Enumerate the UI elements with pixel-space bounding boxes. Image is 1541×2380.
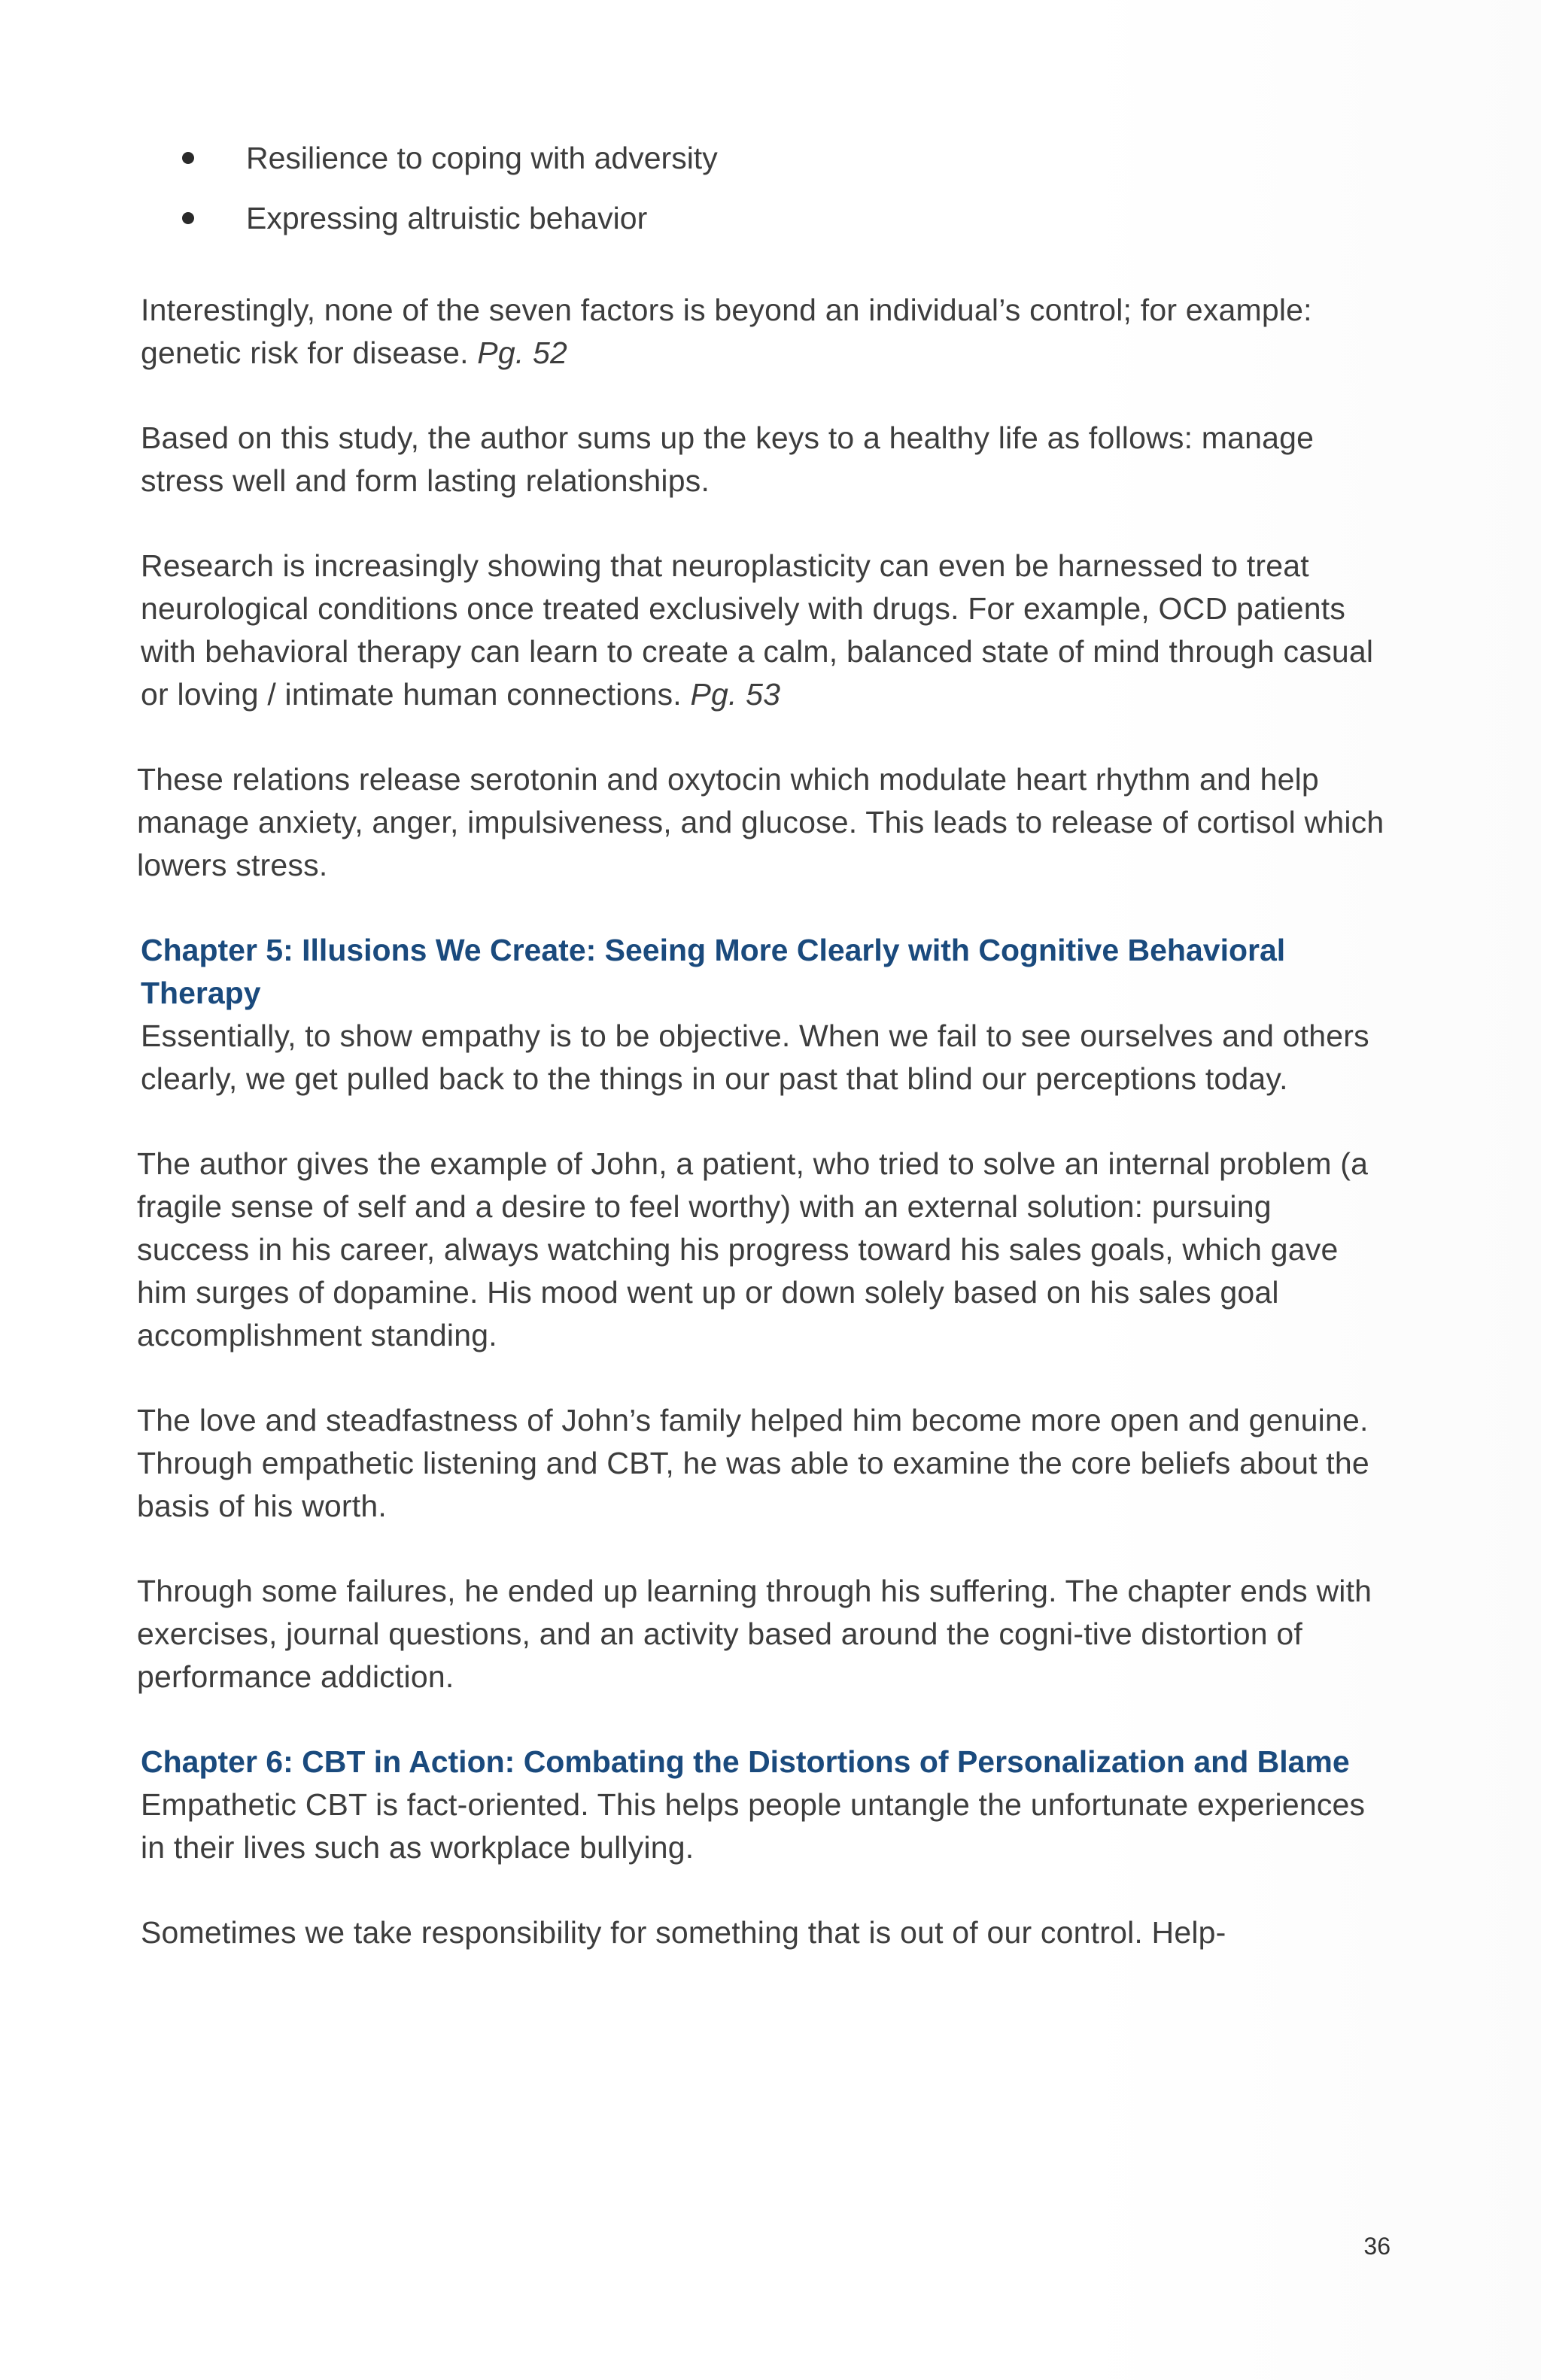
chapter-6-heading: Chapter 6: CBT in Action: Combating the Distortions of Personalization and Blame: [141, 1744, 1350, 1779]
paragraph-text: Interestingly, none of the seven factors is beyond an individual’s control; for example: genetic risk for disease.: [141, 293, 1312, 370]
chapter-5-paragraph-empathy: Essentially, to show empathy is to be objective. When we fail to see ourselves and others clearly, we get pulled back to the things in our past that blind our perceptions today.: [141, 1018, 1369, 1096]
chapter-5-paragraph-failures: Through some failures, he ended up learning through his suffering. The chapter ends with exercises, journal questions, and an activity based around the cogni-tive distortion of performance addiction.: [137, 1574, 1372, 1694]
paragraph-neuroplasticity: [141, 545, 1390, 716]
page-citation: Pg. 53: [690, 677, 781, 712]
chapter-5-paragraph-family: The love and steadfastness of John’s family helped him become more open and genuine. Through empathetic listening and CBT, he was able to examine the core beliefs about the basis of his worth.: [137, 1403, 1369, 1523]
paragraph-text: Based on this study, the author sums up the keys to a healthy life as follows: manage stress well and form lasting relationships.: [141, 420, 1315, 498]
bullet-list: [141, 128, 1390, 248]
list-item: [141, 188, 1390, 248]
paragraph-seven-factors: [141, 289, 1390, 375]
page-citation: Pg. 52: [477, 335, 568, 370]
bullet-text: Resilience to coping with adversity: [246, 141, 718, 175]
paragraph-keys-healthy-life: [141, 417, 1390, 502]
page-content: [137, 128, 1390, 1996]
list-item: [141, 128, 1390, 188]
chapter-6-paragraph-responsibility: Sometimes we take responsibility for something that is out of our control. Help-: [141, 1915, 1226, 1950]
bullet-text: Expressing altruistic behavior: [246, 201, 648, 235]
chapter-5-heading: Chapter 5: Illusions We Create: Seeing More Clearly with Cognitive Behavioral Therapy: [141, 933, 1286, 1010]
bullet-icon: [182, 152, 194, 164]
paragraph-text: These relations release serotonin and oxytocin which modulate heart rhythm and help manage anxiety, anger, impulsiveness, and glucose. This leads to release of cortisol which lowers stress.: [137, 762, 1384, 882]
page-number: 36: [1363, 2233, 1391, 2260]
chapter-5-paragraph-john: The author gives the example of John, a patient, who tried to solve an internal problem (a fragile sense of self and a desire to feel worthy) with an external solution: pursuing success in his career, always watching his progress toward his sales goals, which gave him surges of dopamine. His mood went up or down solely based on his sales goal accomplishment standing.: [137, 1146, 1369, 1352]
bullet-icon: [182, 212, 194, 224]
chapter-6-paragraph-fact-oriented: Empathetic CBT is fact-oriented. This helps people untangle the unfortunate experiences in their lives such as workplace bullying.: [141, 1787, 1366, 1865]
paragraph-text: Research is increasingly showing that neuroplasticity can even be harnessed to treat neurological conditions once treated exclusively with drugs. For example, OCD patients with behavioral therapy can learn to create a calm, balanced state of mind through casual or loving / intimate human connections.: [141, 548, 1374, 712]
paragraph-serotonin: [137, 758, 1390, 887]
